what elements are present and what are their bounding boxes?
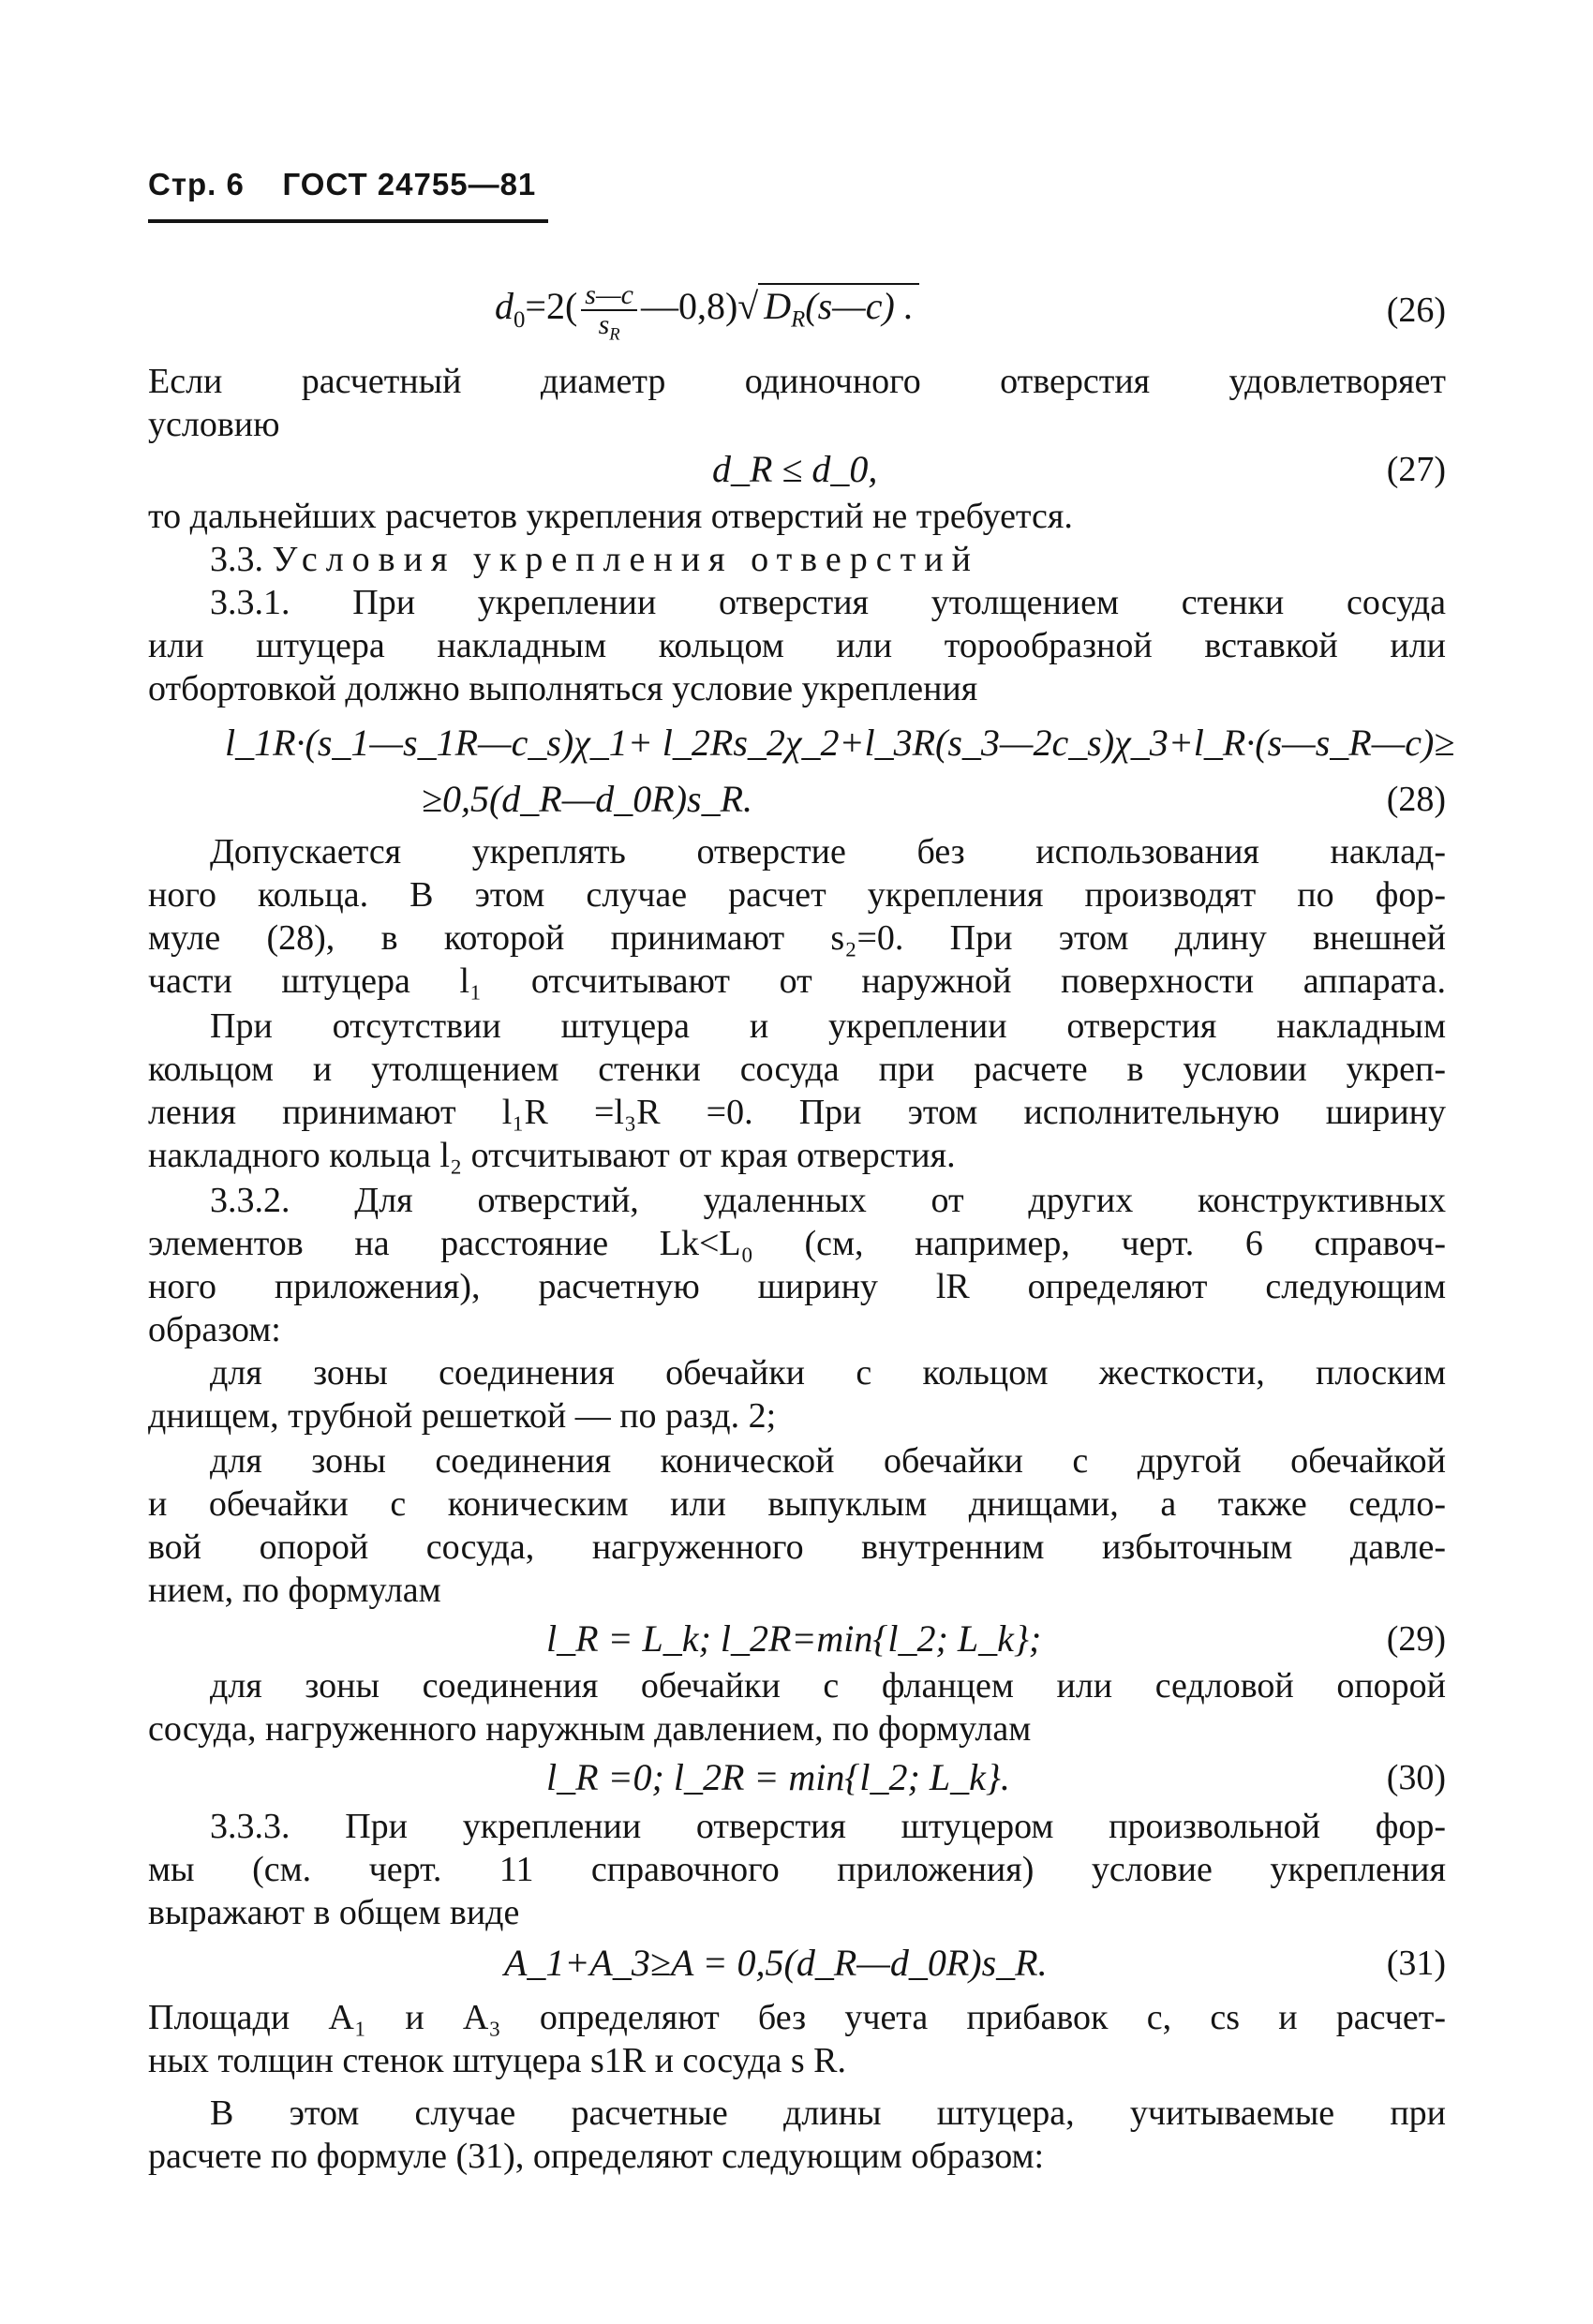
text-line: ного приложения), расчетную ширину lR определяют следующим: [148, 1267, 1446, 1306]
equation-number-29: (29): [1386, 1619, 1446, 1659]
text-line: В этом случае расчетные длины штуцера, учитываемые при: [210, 2093, 1446, 2133]
formula-30: l_R =0; l_2R = min{l_2; L_k}.: [546, 1756, 1010, 1798]
text-line: для зоны соединения обечайки с фланцем или седловой опорой: [210, 1666, 1446, 1706]
equation-number-31: (31): [1386, 1944, 1446, 1983]
text-line: элементов на расстояние Lk<L₀ (см, например, черт. 6 справоч-: [148, 1224, 1446, 1263]
text-line: Если расчетный диаметр одиночного отверстия удовлетворяет: [148, 362, 1446, 401]
text-line: вой опорой сосуда, нагруженного внутренним избыточным давле-: [148, 1527, 1446, 1567]
text-line: для зоны соединения обечайки с кольцом жесткости, плоским: [210, 1353, 1446, 1393]
page-header: [148, 167, 536, 202]
equation-number-26: (26): [1386, 290, 1446, 330]
text-line: ления принимают l₁R =l₃R =0. При этом исполнительную ширину: [148, 1093, 1446, 1132]
text-line: При отсутствии штуцера и укреплении отверстия накладным: [210, 1006, 1446, 1046]
text-line: условию: [148, 405, 280, 444]
text-line: части штуцера l₁ отсчитывают от наружной поверхности аппарата.: [148, 961, 1446, 1001]
text-line: Площади A₁ и A₃ определяют без учета прибавок c, cs и расчет-: [148, 1998, 1446, 2037]
text-line: нием, по формулам: [148, 1571, 441, 1610]
formula-27: d_R ≤ d_0,: [712, 448, 878, 490]
text-line: накладного кольца l₂ отсчитывают от края отверстия.: [148, 1136, 956, 1175]
text-line: 3.3.1. При укреплении отверстия утолщением стенки сосуда: [210, 583, 1446, 622]
text-line: мы (см. черт. 11 справочного приложения) условие укрепления: [148, 1850, 1446, 1889]
text-line: муле (28), в которой принимают s₂=0. При этом длину внешней: [148, 918, 1446, 958]
text-line: 3.3.3. При укреплении отверстия штуцером произвольной фор-: [210, 1807, 1446, 1846]
text-line: для зоны соединения конической обечайки с другой обечайкой: [210, 1441, 1446, 1481]
fraction: $\frac{s—c}{s_R}$: [581, 281, 637, 339]
text-line: Допускается укреплять отверстие без использования наклад-: [210, 832, 1446, 872]
equation-number-28: (28): [1386, 780, 1446, 819]
text-line: ного кольца. В этом случае расчет укрепления производят по фор-: [148, 875, 1446, 915]
text-line: сосуда, нагруженного наружным давлением, по формулам: [148, 1709, 1032, 1749]
text-line: и обечайки с коническим или выпуклым днищами, а также седло-: [148, 1484, 1446, 1524]
text-line: расчете по формуле (31), определяют следующим образом:: [148, 2137, 1045, 2176]
text-line: днищем, трубной решеткой — по разд. 2;: [148, 1396, 777, 1436]
text-line: образом:: [148, 1310, 281, 1349]
text-line: 3.3.2. Для отверстий, удаленных от других конструктивных: [210, 1181, 1446, 1220]
text-line: ных толщин стенок штуцера s1R и сосуда s R.: [148, 2041, 847, 2080]
text-line: отбортовкой должно выполняться условие укрепления: [148, 669, 978, 708]
equation-number-27: (27): [1386, 450, 1446, 489]
equation-number-30: (30): [1386, 1758, 1446, 1797]
text-line: кольцом и утолщением стенки сосуда при расчете в условии укреп-: [148, 1050, 1446, 1089]
header-rule: [148, 219, 548, 223]
text-line: или штуцера накладным кольцом или торообразной вставкой или: [148, 626, 1446, 665]
section-heading-3-3: 3.3. Условия укрепления отверстий: [210, 540, 979, 579]
formula-28-line2: ≥0,5(d_R—d_0R)s_R.: [422, 778, 753, 820]
formula-26: $d_0=2$( $\frac{s—c}{s_R}$ —0,8)√ $D_R(s—c)$ .: [495, 281, 919, 339]
text-line: выражают в общем виде: [148, 1893, 520, 1932]
formula-28-line1: l_1R·(s_1—s_1R—c_s)χ_1+ l_2Rs_2χ_2+l_3R(s_3—2c_s)χ_3+l_R·(s—s_R—c)≥: [225, 722, 1455, 764]
page-number: Стр. 6: [148, 167, 245, 201]
square-root: $D_R(s—c)$ .: [758, 283, 919, 327]
text-line: то дальнейших расчетов укрепления отверстий не требуется.: [148, 497, 1073, 536]
document-code: ГОСТ 24755—81: [282, 167, 537, 201]
formula-31: A_1+A_3≥A = 0,5(d_R—d_0R)s_R.: [504, 1942, 1048, 1984]
formula-29: l_R = L_k; l_2R=min{l_2; L_k};: [546, 1617, 1042, 1660]
